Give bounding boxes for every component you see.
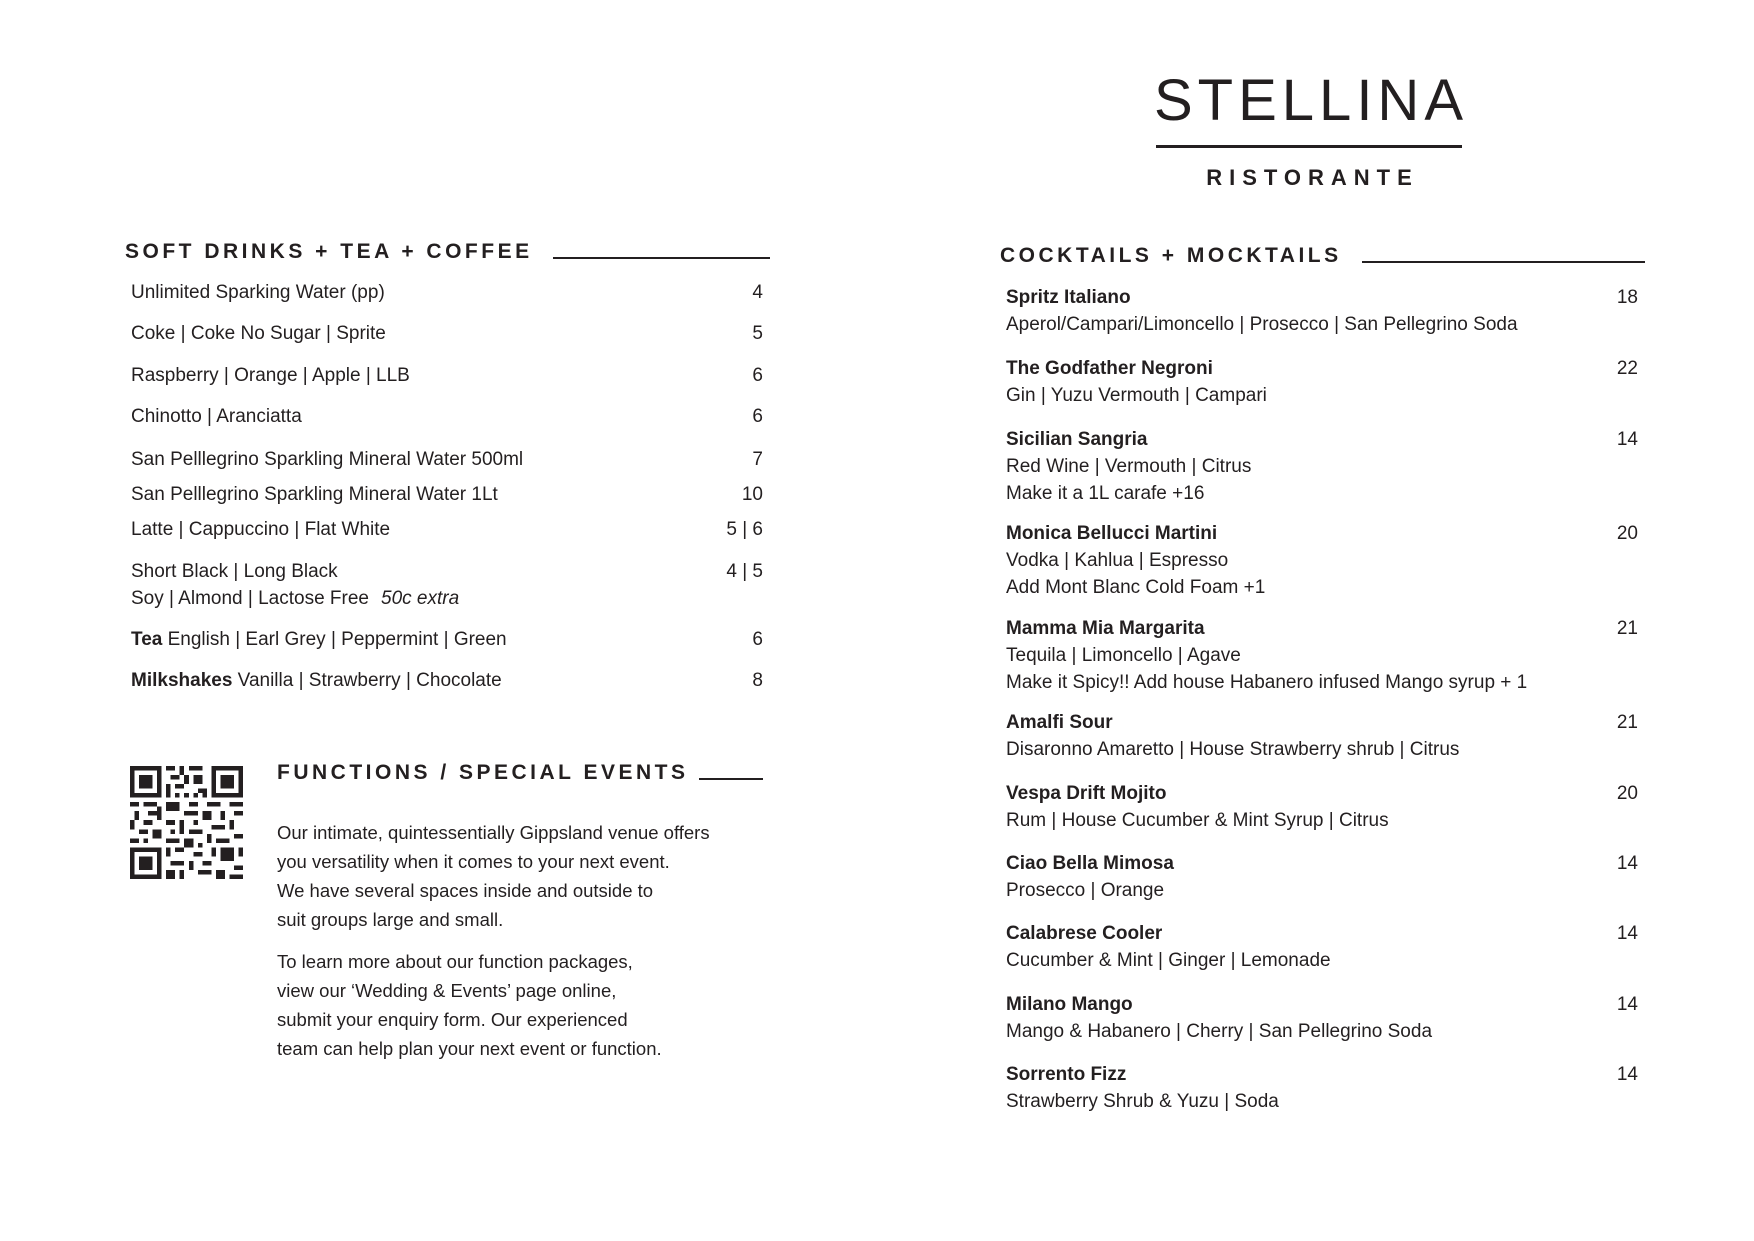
tea-options: English | Earl Grey | Peppermint | Green	[162, 629, 507, 650]
cocktail-price: 20	[1616, 523, 1638, 544]
item-price: 10	[741, 484, 763, 505]
item-price: 6	[752, 406, 763, 427]
brand-tagline: RISTORANTE	[1206, 165, 1419, 190]
brand-name: STELLINA	[1154, 68, 1468, 133]
item-name	[131, 628, 507, 652]
cocktail-note: Add Mont Blanc Cold Foam +1	[1006, 577, 1266, 598]
cocktail-name: Sicilian Sangria	[1006, 429, 1148, 450]
cocktail-price: 14	[1616, 923, 1638, 944]
paragraph-line: team can help plan your next event or function.	[277, 1038, 662, 1059]
functions-heading	[277, 762, 763, 783]
menu-row-milkshakes	[131, 669, 763, 693]
milk-options: Soy | Almond | Lactose Free	[131, 588, 369, 609]
paragraph-line: We have several spaces inside and outside to	[277, 880, 654, 901]
paragraph-line: view our ‘Wedding & Events’ page online,	[277, 980, 617, 1001]
functions-paragraph-2	[277, 947, 777, 1063]
item-name: Raspberry | Orange | Apple | LLB	[131, 365, 410, 386]
cocktail-ingredients: Strawberry Shrub & Yuzu | Soda	[1006, 1091, 1279, 1112]
cocktail-ingredients: Rum | House Cucumber & Mint Syrup | Citrus	[1006, 810, 1389, 831]
cocktail-ingredients: Aperol/Campari/Limoncello | Prosecco | San Pellegrino Soda	[1006, 314, 1518, 335]
cocktail-name: Mamma Mia Margarita	[1006, 618, 1205, 639]
cocktail-price: 21	[1616, 618, 1638, 639]
menu-row	[131, 518, 763, 542]
item-name: Unlimited Sparking Water (pp)	[131, 282, 385, 303]
item-name: San Pelllegrino Sparkling Mineral Water 1Lt	[131, 484, 498, 505]
cocktail-name: The Godfather Negroni	[1006, 358, 1213, 379]
cocktail-item	[1006, 284, 1638, 338]
cocktail-item	[1006, 426, 1638, 507]
functions-heading-text: FUNCTIONS / SPECIAL EVENTS	[277, 761, 689, 784]
functions-paragraph-1	[277, 818, 777, 934]
cocktails-heading	[1000, 245, 1645, 266]
paragraph-line: you versatility when it comes to your next event.	[277, 851, 670, 872]
heading-rule	[699, 778, 764, 780]
cocktail-item	[1006, 850, 1638, 904]
cocktail-item	[1006, 355, 1638, 409]
cocktail-price: 14	[1616, 1064, 1638, 1085]
item-price: 7	[752, 449, 763, 470]
item-name	[131, 669, 502, 693]
item-price: 8	[752, 670, 763, 691]
cocktail-item	[1006, 709, 1638, 763]
item-price: 6	[752, 365, 763, 386]
cocktail-name: Amalfi Sour	[1006, 712, 1113, 733]
milk-extra: 50c extra	[381, 588, 460, 609]
cocktail-ingredients: Gin | Yuzu Vermouth | Campari	[1006, 385, 1267, 406]
cocktail-name: Spritz Italiano	[1006, 287, 1131, 308]
cocktail-item	[1006, 780, 1638, 834]
paragraph-line: To learn more about our function packages,	[277, 951, 633, 972]
cocktail-name: Monica Bellucci Martini	[1006, 523, 1218, 544]
menu-row-tea	[131, 628, 763, 652]
cocktail-ingredients: Vodka | Kahlua | Espresso	[1006, 550, 1229, 571]
qr-code[interactable]	[130, 766, 243, 879]
cocktail-item	[1006, 1061, 1638, 1115]
cocktail-price: 18	[1616, 287, 1638, 308]
item-price: 5	[752, 323, 763, 344]
cocktail-ingredients: Red Wine | Vermouth | Citrus	[1006, 456, 1252, 477]
menu-row	[131, 448, 763, 472]
cocktail-price: 21	[1616, 712, 1638, 733]
cocktail-price: 14	[1616, 429, 1638, 450]
soft-drinks-heading	[125, 241, 770, 262]
menu-row	[131, 483, 763, 507]
item-name: Short Black | Long Black	[131, 561, 338, 582]
item-name: San Pelllegrino Sparkling Mineral Water 500ml	[131, 449, 524, 470]
cocktail-note: Make it a 1L carafe +16	[1006, 483, 1205, 504]
cocktail-name: Vespa Drift Mojito	[1006, 783, 1167, 804]
paragraph-line: Our intimate, quintessentially Gippsland venue offers	[277, 822, 710, 843]
cocktail-ingredients: Tequila | Limoncello | Agave	[1006, 645, 1241, 666]
cocktail-item	[1006, 520, 1638, 601]
paragraph-line: submit your enquiry form. Our experienced	[277, 1009, 628, 1030]
cocktails-heading-text: COCKTAILS + MOCKTAILS	[1000, 244, 1342, 267]
cocktail-item	[1006, 920, 1638, 974]
item-name: Latte | Cappuccino | Flat White	[131, 519, 391, 540]
cocktail-name: Ciao Bella Mimosa	[1006, 853, 1174, 874]
item-price: 4	[752, 282, 763, 303]
cocktail-ingredients: Cucumber & Mint | Ginger | Lemonade	[1006, 950, 1331, 971]
milk-options-line	[131, 587, 459, 611]
cocktail-name: Calabrese Cooler	[1006, 923, 1163, 944]
menu-row	[131, 322, 763, 346]
cocktail-note: Make it Spicy!! Add house Habanero infused Mango syrup + 1	[1006, 672, 1528, 693]
paragraph-line: suit groups large and small.	[277, 909, 504, 930]
cocktail-price: 22	[1616, 358, 1638, 379]
cocktail-ingredients: Mango & Habanero | Cherry | San Pellegrino Soda	[1006, 1021, 1433, 1042]
tea-label: Tea	[131, 629, 163, 650]
milkshakes-options: Vanilla | Strawberry | Chocolate	[232, 670, 502, 691]
item-price: 5 | 6	[726, 519, 763, 540]
cocktail-price: 20	[1616, 783, 1638, 804]
cocktail-ingredients: Disaronno Amaretto | House Strawberry shrub | Citrus	[1006, 739, 1460, 760]
heading-rule	[553, 257, 770, 259]
menu-row	[131, 364, 763, 388]
item-price: 6	[752, 629, 763, 650]
cocktail-name: Sorrento Fizz	[1006, 1064, 1127, 1085]
cocktail-price: 14	[1616, 853, 1638, 874]
item-price: 4 | 5	[726, 561, 763, 582]
item-name: Coke | Coke No Sugar | Sprite	[131, 323, 386, 344]
brand-divider	[1156, 145, 1462, 148]
menu-row	[131, 405, 763, 429]
cocktail-price: 14	[1616, 994, 1638, 1015]
cocktail-item	[1006, 615, 1638, 696]
milkshakes-label: Milkshakes	[131, 670, 233, 691]
cocktail-item	[1006, 991, 1638, 1045]
menu-row	[131, 281, 763, 305]
heading-rule	[1362, 261, 1645, 263]
menu-row	[131, 560, 763, 584]
cocktail-name: Milano Mango	[1006, 994, 1133, 1015]
soft-drinks-heading-text: SOFT DRINKS + TEA + COFFEE	[125, 240, 533, 263]
item-name: Chinotto | Aranciatta	[131, 406, 302, 427]
cocktail-ingredients: Prosecco | Orange	[1006, 880, 1165, 901]
